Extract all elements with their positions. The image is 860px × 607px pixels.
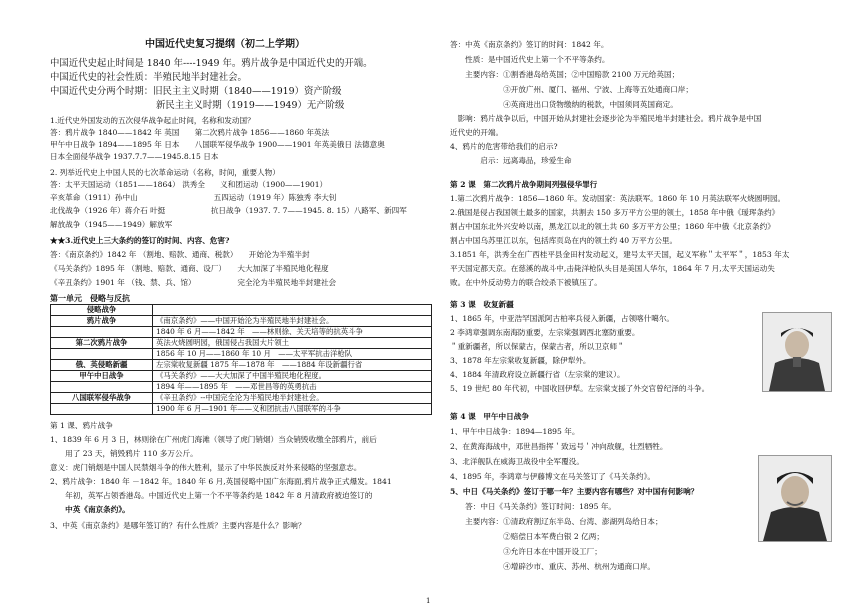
table-row	[51, 360, 432, 371]
lesson-line: 1、甲午中日战争：1894—1895 年。	[450, 427, 580, 436]
unit-summary-table	[50, 304, 432, 415]
answer-line: 答：中日《马关条约》签订时间：1895 年。	[450, 502, 617, 511]
answer-line: 答：鸦片战争 1840——1842 年 英国 第二次鸦片战争 1856——1860 年英法	[50, 128, 330, 137]
unit-heading: 第一单元 侵略与反抗	[50, 293, 130, 303]
portrait-icon	[759, 456, 831, 541]
answer-line: ④增辟沙市、重庆、苏州、杭州为通商口岸。	[450, 562, 656, 571]
answer-line: 解放战争（1945——1949）解放军	[50, 220, 173, 229]
portrait-icon	[763, 313, 831, 391]
document-title: 中国近代史复习提纲（初二上学期）	[145, 39, 305, 50]
lesson-line: 2、在黄海海战中，邓世昌指挥＇致远号＇冲向敌舰，壮烈牺牲。	[450, 442, 668, 451]
question-line: 1.近代史外国发动的五次侵华战争起止时间，名称和发动国？	[50, 116, 255, 125]
table-cell-key	[51, 327, 153, 338]
table-cell-key: 八国联军侵华战争	[51, 393, 153, 404]
table-cell-value: 1900 年 6 月—1901 年——义和团抗击八国联军的斗争	[153, 404, 432, 415]
table-cell-key	[51, 382, 153, 393]
answer-line: 答：太平天国运动（1851——1864） 洪秀全 义和团运动（1900——1901）	[50, 180, 328, 189]
table-cell-value: 《马关条约》——大大加深了中国半殖民地化程度。	[153, 371, 432, 382]
question-line: 5、中日《马关条约》签订于哪一年？主要内容有哪些？对中国有何影响？	[450, 487, 699, 496]
table-cell-key: 俄、英侵略新疆	[51, 360, 153, 371]
table-cell-key: 侵略战争	[51, 305, 153, 316]
table-cell-key	[51, 349, 153, 360]
lesson-line: 意义：虎门销烟是中国人民禁烟斗争的伟大胜利，显示了中华民族反对外来侵略的坚强意志。	[50, 463, 362, 472]
answer-line: 《辛丑条约》1901 年 （钱、禁、兵、馆） 完全沦为半殖民地半封建社会	[50, 278, 337, 287]
answer-line: 答：《南京条约》1842 年 （割地、赔款、通商、税款） 开始沦为半殖半封	[50, 250, 310, 259]
answer-line: ④英商进出口货物缴纳的税款，中国须同英国商定。	[450, 100, 678, 109]
lesson-line: 2 李鸿章强调东南海防重要，左宗棠强调西北塞防重要。	[450, 328, 640, 337]
answer-line: ②赔偿日本军费白银 2 亿两；	[450, 532, 604, 541]
intro-line: 中国近代史分两个时期：旧民主主义时期（1840——1919）资产阶级	[50, 86, 342, 97]
answer-line: 近代史的开端。	[450, 128, 504, 137]
table-cell-value: 1894 年——1895 年 ——邓世昌等的英勇抗击	[153, 382, 432, 393]
lesson-heading: 第 4 课 甲午中日战争	[450, 412, 529, 421]
table-row	[51, 305, 432, 316]
answer-line: 主要内容：①割香港岛给英国；②中国赔款 2100 万元给英国；	[450, 70, 680, 79]
question-line: 2. 列举近代史上中国人民的七次革命运动（名称，时间，重要人物）	[50, 168, 280, 177]
lesson-line: ＂重新疆者，所以保蒙古，保蒙古者，所以卫京师＂	[450, 342, 625, 351]
table-row	[51, 404, 432, 415]
intro-line: 新民主主义时期（1919——1949）无产阶级	[156, 100, 345, 111]
answer-line: 《马关条约》1895 年 （割地、赔款、通商、设厂） 大大加深了半殖民地化程度	[50, 264, 329, 273]
question-line: 4、鸦片的危害带给我们的启示?	[450, 142, 558, 151]
table-row	[51, 338, 432, 349]
table-cell-value	[153, 305, 432, 316]
table-cell-value: 左宗棠收复新疆 1875 年—1878 年 ——1884 年设新疆行省	[153, 360, 432, 371]
answer-line: ③允许日本在中国开设工厂；	[450, 547, 602, 556]
lesson-line: 3.1851 年，洪秀全在广西桂平县金田村发动起义，建号太平天国，起义军称＂太平军＂，1853 年太	[450, 250, 790, 259]
table-cell-value: 1840 年 6 月——1842 年 ——林则徐、关天培等的抗英斗争	[153, 327, 432, 338]
lesson-line: 3、中英《南京条约》是哪年签订的？有什么性质？主要内容是什么？影响？	[50, 521, 306, 530]
lesson-line: 平天国定都天京。在慈溪的战斗中,击毙洋枪队头目是美国人华尔，1864 年 7 月,太平天国运动失	[450, 264, 775, 273]
lesson-heading: 第 1 课、鸦片战争	[50, 421, 113, 430]
portrait-li-hongzhang-image	[758, 455, 832, 542]
table-cell-key: 第二次鸦片战争	[51, 338, 153, 349]
table-cell-value: 英法火烧圆明园，俄国侵占我国大片领土	[153, 338, 432, 349]
answer-line: ③开放广州、厦门、福州、宁波、上海等五处通商口岸；	[450, 85, 693, 94]
page-number: 1	[426, 597, 431, 605]
lesson-line: 5、19 世纪 80 年代初，中国收回伊犁。左宗棠支援了外交官曾纪泽的斗争。	[450, 384, 710, 393]
table-row	[51, 382, 432, 393]
table-row	[51, 371, 432, 382]
lesson-line: 割占中国东北外兴安岭以南，黑龙江以北的领土共 60 多万平方公里；1860 年中俄《北京条约》	[450, 222, 775, 231]
table-row	[51, 349, 432, 360]
table-cell-value: 《南京条约》——中国开始沦为半殖民地半封建社会。	[153, 316, 432, 327]
answer-line: 答：中英《南京条约》签订的时间：1842 年。	[450, 40, 609, 49]
lesson-line: 1、1865 年，中亚浩罕国派阿古柏率兵侵入新疆，占领喀什噶尔。	[450, 314, 675, 323]
table-cell-key	[51, 404, 153, 415]
lesson-heading: 第 2 课 第二次鸦片战争期间列强侵华罪行	[450, 180, 598, 189]
intro-line: 中国近代史的社会性质：半殖民地半封建社会。	[50, 72, 247, 83]
lesson-line: 中英《南京条约》。	[50, 505, 130, 514]
answer-line: 启示：远离毒品，珍爱生命	[450, 156, 572, 165]
question-line: ★★3.近代史上三大条约的签订的时间、内容、危害?	[50, 236, 230, 245]
table-row	[51, 393, 432, 404]
portrait-zuo-zongtang-image	[762, 312, 832, 392]
table-cell-value: 1856 年 10 月——1860 年 10 月 ——太平军抗击洋枪队	[153, 349, 432, 360]
lesson-line: 1、1839 年 6 月 3 日，林则徐在广州虎门海滩（领导了虎门销烟）当众销毁收缴全部鸦片，前后	[50, 435, 377, 444]
table-row	[51, 316, 432, 327]
intro-line: 中国近代史起止时间是 1840 年----1949 年。鸦片战争是中国近代史的开端。	[50, 58, 373, 69]
lesson-line: 2.俄国是侵占我国领土最多的国家，共割去 150 多万平方公里的领土，1858 年中俄《瑷珲条约》	[450, 208, 780, 217]
lesson-line: 3、1878 年左宗棠收复新疆，除伊犁外。	[450, 356, 591, 365]
lesson-line: 4、1884 年清政府设立新疆行省（左宗棠的建议）。	[450, 370, 625, 379]
lesson-line: 3、北洋舰队在威海卫战役中全军覆没。	[450, 457, 584, 466]
lesson-line: 4、1895 年，李鸿章与伊藤博文在马关签订了《马关条约》。	[450, 472, 656, 481]
table-cell-value: 《辛丑条约》--中国完全沦为半殖民地半封建社会。	[153, 393, 432, 404]
answer-line: 辛亥革命（1911）孙中山 五四运动（1919 年）陈独秀 李大钊	[50, 193, 337, 202]
lesson-line: 1.第二次鸦片战争：1856—1860 年。发动国家：英法联军。1860 年 10 月英法联军火烧圆明园。	[450, 194, 786, 203]
answer-line: 北伐战争（1926 年）蒋介石 叶挺 抗日战争（1937. 7. 7——1945. 8. 15）八路军、新四军	[50, 206, 407, 215]
table-cell-key: 鸦片战争	[51, 316, 153, 327]
answer-line: 影响：鸦片战争以后，中国开始从封建社会逐步沦为半殖民地半封建社会。鸦片战争是中国	[450, 114, 762, 123]
lesson-line: 年初，英军占领香港岛。中国近代史上第一个不平等条约是 1842 年 8 月清政府被迫签订的	[50, 491, 373, 500]
lesson-line: 2、鸦片战争：1840 年 －1842 年。1840 年 6 月,英国侵略中国广东海面,鸦片战争正式爆发。1841	[50, 477, 392, 486]
lesson-heading: 第 3 课 收复新疆	[450, 300, 514, 309]
answer-line: 日本全面侵华战争 1937.7.7——1945.8.15 日本	[50, 152, 219, 161]
answer-line: 主要内容：①清政府割辽东半岛、台湾、澎湖列岛给日本；	[450, 517, 663, 526]
lesson-line: 用了 23 天，销毁鸦片 110 多万公斤。	[50, 449, 198, 458]
answer-line: 甲午中日战争 1894——1895 年 日本 八国联军侵华战争 1900——1901 年英美俄日 法德意奥	[50, 140, 385, 149]
table-row	[51, 327, 432, 338]
lesson-line: 败。在中外反动势力的联合绞杀下被镇压了。	[450, 278, 602, 287]
lesson-line: 割占中国乌苏里江以东，包括库页岛在内的领土约 40 万平方公里。	[450, 236, 678, 245]
table-cell-key: 甲午中日战争	[51, 371, 153, 382]
answer-line: 性质：是中国近代史上第一个不平等条约。	[450, 55, 610, 64]
